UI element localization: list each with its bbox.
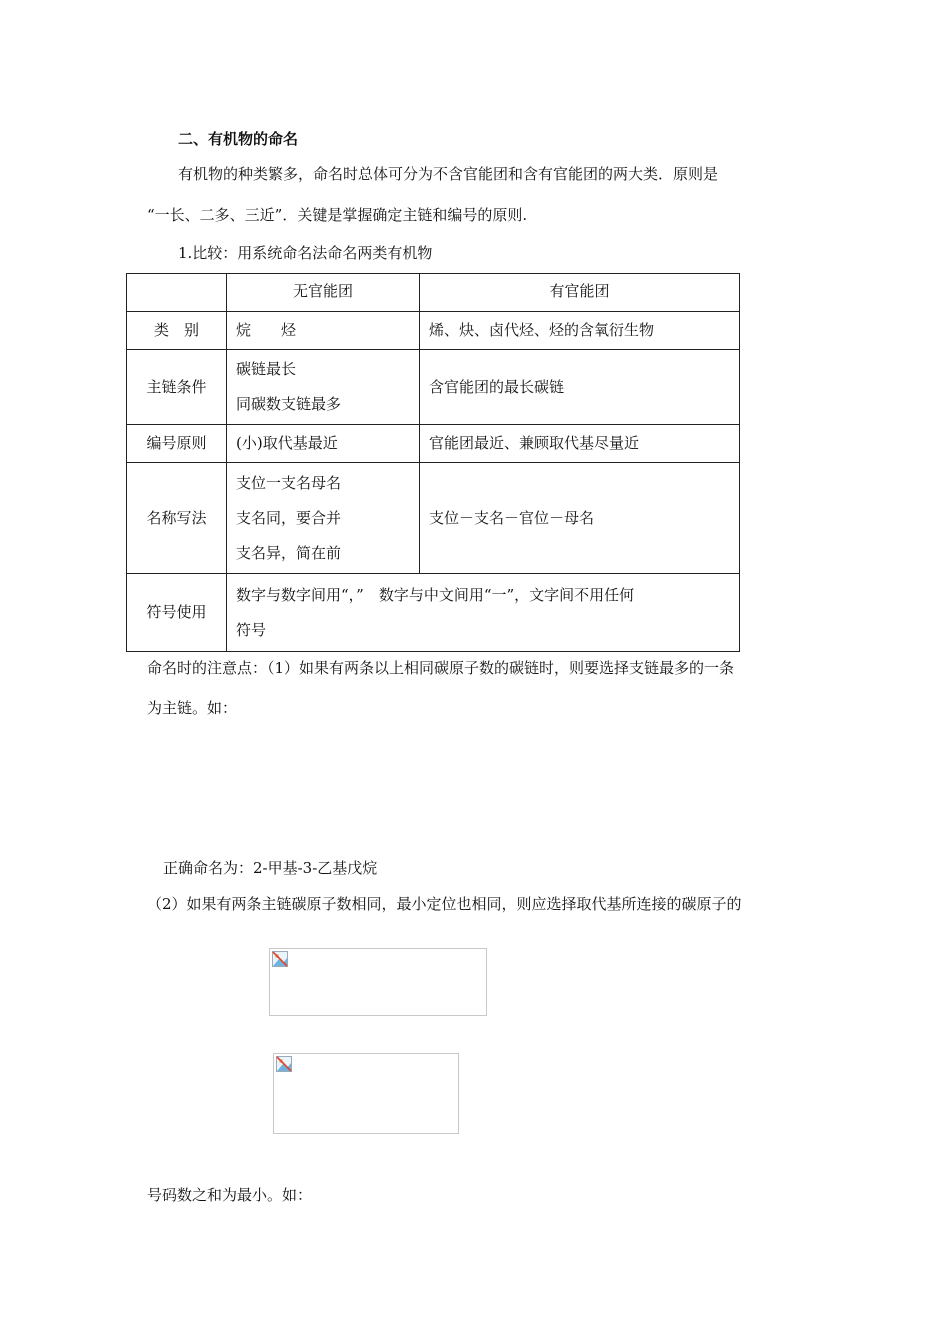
note-1-line-2: 为主链。如： [147, 699, 238, 717]
table-row [127, 350, 740, 425]
row-label: 主链条件 [127, 350, 227, 425]
cell-line: 碳链最长 [236, 360, 297, 378]
cell-no-group [227, 463, 420, 574]
correct-name: 正确命名为：2-甲基-3-乙基戊烷 [163, 859, 378, 877]
section-heading: 二、有机物的命名 [178, 130, 299, 148]
table-row [127, 574, 740, 652]
header-cell-empty [127, 274, 227, 312]
note-2-line-1: （2）如果有两条主链碳原子数相同，最小定位也相同，则应选择取代基所连接的碳原子的 [147, 895, 742, 913]
cell-no-group [227, 350, 420, 425]
broken-image-icon [272, 951, 288, 967]
cell-line: 支位一支名母名 [236, 473, 342, 492]
row-label: 编号原则 [127, 425, 227, 463]
note-1-line-1: 命名时的注意点：（1）如果有两条以上相同碳原子数的碳链时，则要选择支链最多的一条 [147, 659, 735, 677]
cell-no-group [227, 312, 420, 350]
compare-caption: 1.比较：用系统命名法命名两类有机物 [178, 244, 433, 262]
cell-line: 符号 [236, 620, 267, 639]
row-label: 类 别 [127, 312, 227, 350]
cell-line: (小)取代基最近 [236, 434, 338, 452]
cell-with-group: 官能团最近、兼顾取代基尽量近 [420, 425, 740, 463]
row-label: 符号使用 [127, 574, 227, 652]
image-placeholder-1 [269, 948, 487, 1016]
cell-line: 支名同，要合并 [236, 508, 342, 527]
cell-line: 同碳数支链最多 [236, 395, 342, 413]
cell-no-group [227, 425, 420, 463]
table-row [127, 425, 740, 463]
cell-line: 数字与数字间用“，” 数字与中文间用“一”，文字间不用任何 [236, 585, 635, 604]
cell-merged [227, 574, 740, 652]
comparison-table [126, 273, 740, 652]
cell-line: 烷 烃 [236, 321, 297, 339]
broken-image-icon [276, 1056, 292, 1072]
table-row [127, 312, 740, 350]
table-row [127, 463, 740, 574]
cell-with-group: 含官能团的最长碳链 [420, 350, 740, 425]
image-placeholder-2 [273, 1053, 459, 1134]
note-2-line-2: 号码数之和为最小。如： [147, 1186, 313, 1204]
header-cell-no-group: 无官能团 [227, 274, 420, 312]
intro-line-2: “一长、二多、三近”．关键是掌握确定主链和编号的原则. [147, 206, 528, 224]
cell-line: 支名异，简在前 [236, 543, 342, 562]
cell-with-group: 支位－支名－官位－母名 [420, 463, 740, 574]
header-cell-with-group: 有官能团 [420, 274, 740, 312]
row-label: 名称写法 [127, 463, 227, 574]
table-header-row [127, 274, 740, 312]
intro-line-1: 有机物的种类繁多，命名时总体可分为不含官能团和含有官能团的两大类．原则是 [178, 165, 719, 183]
cell-with-group: 烯、炔、卤代烃、烃的含氧衍生物 [420, 312, 740, 350]
